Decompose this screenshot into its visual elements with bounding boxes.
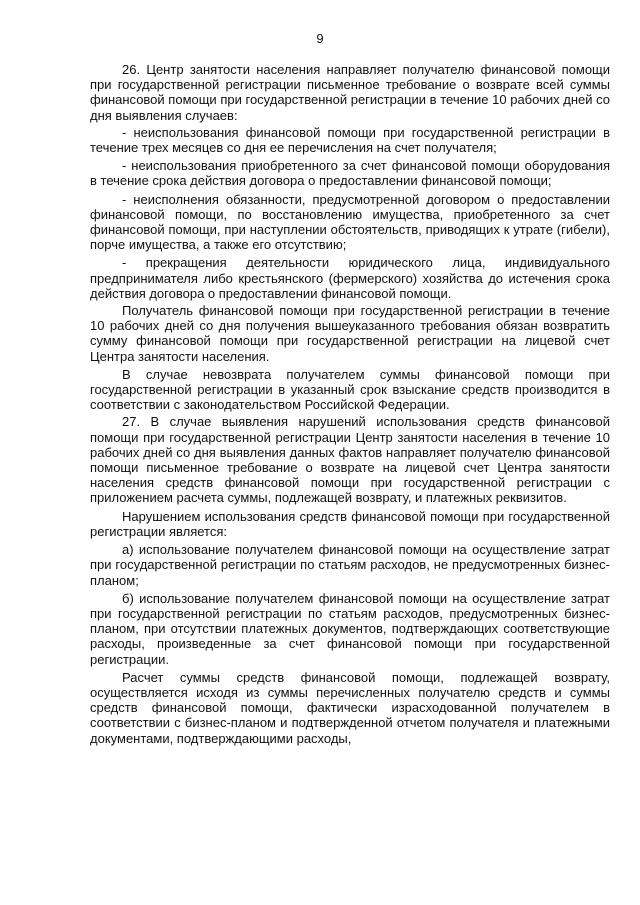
paragraph-violation-definition: Нарушением использования средств финансовой помощи при государственной регистрации является: xyxy=(90,508,610,539)
paragraph-refund-calculation: Расчет суммы средств финансовой помощи, подлежащей возврату, осуществляется исходя из суммы перечисленных получателю средств и суммы средств финансовой помощи, фактически израсходованной получателем в соответствии с бизнес-планом и подтвержденной отчетом получателя и платежными документами, подтверждающими расходы, xyxy=(90,669,610,746)
paragraph-26-intro: 26. Центр занятости населения направляет получателю финансовой помощи при государственной регистрации письменное требование о возврате всей суммы финансовой помощи при государственной регистрации в течение 10 рабочих дней со дня выявления случаев: xyxy=(90,62,610,123)
paragraph-27-violations: 27. В случае выявления нарушений использования средств финансовой помощи при государственной регистрации Центр занятости населения в течение 10 рабочих дней со дня выявления данных фактов направляет получателю финансовой помощи письменное требование о возврате на лицевой счет Центра занятости населения средств финансовой помощи при государственной регистрации с приложением расчета суммы, подлежащей возврату, и платежных реквизитов. xyxy=(90,414,610,506)
list-item-nonuse-equipment: - неиспользования приобретенного за счет финансовой помощи оборудования в течение срока действия договора о предоставлении финансовой помощи; xyxy=(90,158,610,189)
list-item-b: б) использование получателем финансовой помощи на осуществление затрат при государственной регистрации по статьям расходов, предусмотренных бизнес-планом, при отсутствии платежных документов, подтверждающих соответствующие расходы, произведенные за счет финансовой помощи при государственной регистрации. xyxy=(90,590,610,667)
paragraph-nonreturn-recovery: В случае невозврата получателем суммы финансовой помощи при государственной регистрации в указанный срок взыскание средств производится в соответствии с законодательством Российской Федерации. xyxy=(90,366,610,413)
list-item-nonfulfillment: - неисполнения обязанности, предусмотренной договором о предоставлении финансовой помощи, по восстановлению имущества, приобретенного за счет финансовой помощи, при наступлении обстоятельств, приводящих к утрате (гибели), порче имущества, а также его отсутствию; xyxy=(90,191,610,253)
list-item-nonuse-assistance: - неиспользования финансовой помощи при государственной регистрации в течение трех месяцев со дня ее перечисления на счет получателя; xyxy=(90,124,610,156)
list-item-termination: - прекращения деятельности юридического лица, индивидуального предпринимателя либо крестьянского (фермерского) хозяйства до истечения срока действия договора о предоставлении финансовой помощи. xyxy=(90,255,610,301)
page-number: 9 xyxy=(316,31,324,46)
list-item-a: а) использование получателем финансовой помощи на осуществление затрат при государственной регистрации по статьям расходов, не предусмотренных бизнес-планом; xyxy=(90,542,610,588)
paragraph-return-obligation: Получатель финансовой помощи при государственной регистрации в течение 10 рабочих дней со дня получения вышеуказанного требования обязан возвратить сумму финансовой помощи при государственной регистрации на лицевой счет Центра занятости населения. xyxy=(90,303,610,364)
document-body xyxy=(90,62,610,746)
